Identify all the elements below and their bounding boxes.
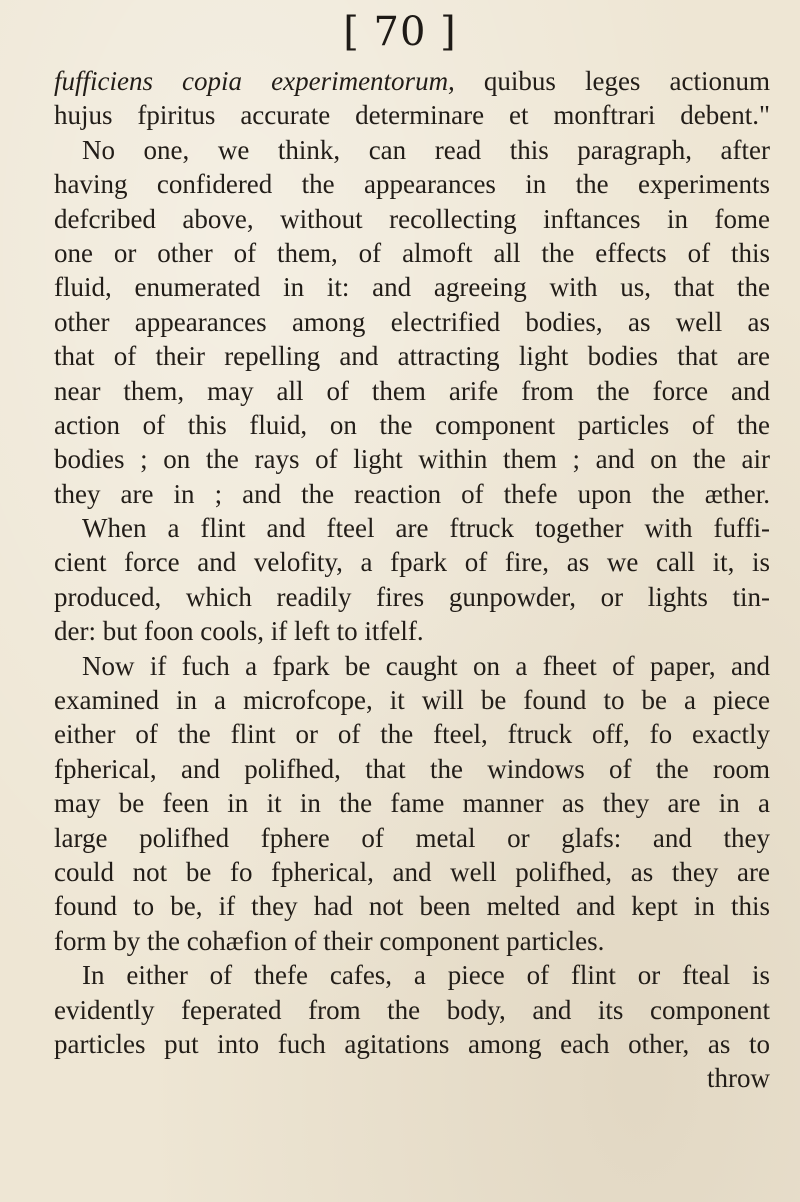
line-text: one or other of them, of almoft all the effects of this (54, 237, 770, 268)
text-line (54, 717, 770, 751)
line-text: evidently feperated from the body, and its component (54, 994, 770, 1025)
line-text: either of the flint or of the fteel, ftruck off, fo exactly (54, 719, 770, 750)
line-text: fluid, enumerated in it: and agreeing with us, that the (54, 272, 770, 303)
line-text: could not be fo fpherical, and well polifhed, as they are (54, 856, 770, 887)
line-text: found to be, if they had not been melted and kept in this (54, 891, 770, 922)
line-text: examined in a microfcope, it will be found to be a piece (54, 685, 770, 716)
text-line (54, 98, 770, 132)
text-line (54, 305, 770, 339)
text-line (54, 752, 770, 786)
text-line (54, 236, 770, 270)
text-line (54, 924, 770, 958)
line-text: quibus leges actionum (454, 66, 770, 96)
text-line (54, 1027, 770, 1061)
line-text: near them, may all of them arife from the force and (54, 375, 770, 406)
line-text: other appearances among electrified bodies, as well as (54, 306, 770, 337)
text-line (54, 339, 770, 373)
text-line (54, 477, 770, 511)
line-text: large polifhed fphere of metal or glafs: and they (54, 822, 770, 853)
line-text: they are in ; and the reaction of thefe upon the æther. (54, 478, 770, 509)
text-line (54, 374, 770, 408)
line-text: action of this fluid, on the component particles of the (54, 409, 770, 440)
text-line (54, 958, 770, 992)
text-line (54, 786, 770, 820)
text-line (54, 580, 770, 614)
page-number: [ 70 ] (343, 9, 457, 55)
text-line (54, 167, 770, 201)
line-text: particles put into fuch agitations among each other, as to (54, 1028, 770, 1059)
line-text: When a flint and fteel are ftruck together with fuffi- (82, 513, 770, 544)
text-line (54, 545, 770, 579)
text-line (54, 683, 770, 717)
text-line (54, 511, 770, 545)
text-line (54, 408, 770, 442)
text-line (54, 133, 770, 167)
line-text: In either of thefe cafes, a piece of flint or fteal is (82, 960, 770, 991)
text-line (54, 442, 770, 476)
line-text: fpherical, and polifhed, that the windows of the room (54, 753, 770, 784)
line-text: No one, we think, can read this paragraph, after (82, 134, 770, 165)
line-text: having confidered the appearances in the experiments (54, 169, 770, 200)
line-text: cient force and velofity, a fpark of fire, as we call it, is (54, 547, 770, 578)
line-text: hujus fpiritus accurate determinare et monftrari debent." (54, 100, 770, 131)
text-line (54, 889, 770, 923)
line-text: throw (707, 1063, 770, 1094)
text-line (54, 821, 770, 855)
text-line (54, 614, 770, 648)
line-text: Now if fuch a fpark be caught on a fheet of paper, and (82, 650, 770, 681)
line-text: bodies ; on the rays of light within them ; and on the air (54, 444, 770, 475)
text-line (54, 270, 770, 304)
italic-phrase: fufficiens copia experimentorum, (54, 66, 455, 96)
text-line (54, 1061, 770, 1095)
line-text: der: but foon cools, if left to itfelf. (54, 616, 424, 647)
text-line (54, 649, 770, 683)
line-text: form by the cohæfion of their component particles. (54, 925, 605, 956)
line-text: produced, which readily fires gunpowder, or lights tin- (54, 581, 770, 612)
line-text: may be feen in it in the fame manner as they are in a (54, 788, 770, 819)
text-line (54, 64, 770, 98)
body-text (54, 64, 770, 1096)
line-text: defcribed above, without recollecting inftances in fome (54, 203, 770, 234)
line-text: that of their repelling and attracting light bodies that are (54, 341, 770, 372)
text-line (54, 202, 770, 236)
text-line (54, 993, 770, 1027)
text-line (54, 855, 770, 889)
